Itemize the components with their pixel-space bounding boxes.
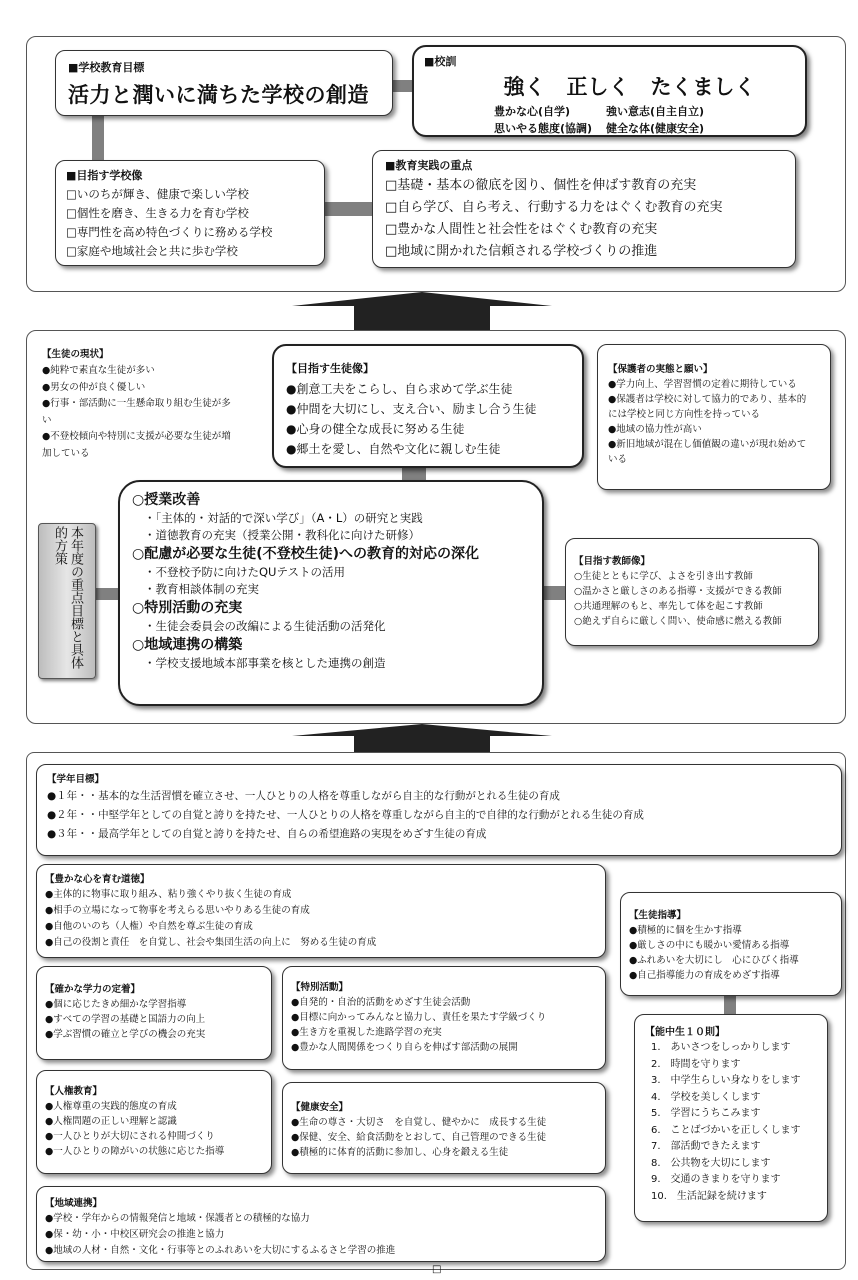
- guidance-box: [620, 892, 842, 996]
- health-heading: 【健康安全】: [291, 1102, 349, 1113]
- focus-sub: ・道徳教育の充実（授業公開・教科化に向けた研修）: [144, 528, 420, 542]
- community-list: [45, 1211, 597, 1259]
- ideal-school-box: [55, 160, 325, 266]
- grade-goal-item: ●２年・・中堅学年としての自覚と誇りを持たせ、一人ひとりの人格を尊重しながら自主的で自律的な行動がとれる生徒の育成: [47, 809, 644, 821]
- ideal-school-list: [66, 185, 314, 261]
- guardian-line: ●学力向上、学習習慣の定着に期待している: [608, 379, 797, 390]
- ideal-teacher-list: [574, 569, 810, 629]
- grade-goal-item: ●１年・・基本的な生活習慣を確立させ、一人ひとりの人格を尊重しながら自主的な行動がとれる生徒の育成: [47, 790, 560, 802]
- ideal-student-item: ●仲間を大切にし、支え合い、励まし合う生徒: [286, 402, 537, 416]
- practice-item: □基礎・基本の徹底を図り、個性を伸ばす教育の充実: [385, 178, 697, 193]
- ideal-student-item: ●心身の健全な成長に努める生徒: [286, 422, 465, 436]
- guidance-item: ●厳しさの中にも暖かい愛情ある指導: [629, 940, 790, 951]
- student-status-line: い: [42, 414, 52, 426]
- academic-item: ●学ぶ習慣の確立と学びの機会の充実: [45, 1029, 206, 1040]
- guardian-line: いる: [608, 454, 628, 465]
- motto-sub-1a: 豊かな心(自学): [494, 105, 571, 118]
- ten-rule-item: 4. 学校を美しくします: [651, 1091, 761, 1103]
- guardian-line: ●新旧地域が混在し価値観の違いが現れ始めて: [608, 439, 807, 450]
- special-list: [291, 995, 597, 1055]
- grade-goal-item: ●３年・・最高学年としての自覚と誇りを持たせ、自らの希望進路の実現をめざす生徒の育成: [47, 828, 487, 840]
- guardian-line: ●地域の協力性が高い: [608, 424, 702, 435]
- moral-item: ●主体的に物事に取り組み、粘り強くやり抜く生徒の育成: [45, 889, 292, 900]
- health-list: [291, 1115, 597, 1160]
- ideal-student-box: [272, 344, 584, 468]
- ten-rule-item: 8. 公共物を大切にします: [651, 1157, 771, 1169]
- up-arrow-2: [292, 724, 552, 754]
- community-heading: 【地域連携】: [45, 1198, 103, 1209]
- focus-sub: ・不登校予防に向けたQUテストの活用: [144, 565, 346, 579]
- guardian-line: には学校と同じ方向性を持っている: [608, 409, 761, 420]
- student-status-line: ●行事・部活動に一生懸命取り組む生徒が多: [42, 398, 231, 409]
- ideal-school-item: □個性を磨き、生きる力を育む学校: [66, 206, 249, 220]
- focus-title: ○地域連携の構築: [132, 637, 243, 653]
- connector-label-focus: [96, 588, 118, 600]
- ideal-teacher-box: [565, 538, 819, 646]
- moral-item: ●自己の役割と責任 を自覚し、社会や集団生活の向上に 努める生徒の育成: [45, 937, 377, 948]
- focus-title: ○特別活動の充実: [132, 600, 243, 616]
- human-rights-heading: 【人権教育】: [45, 1086, 103, 1097]
- ideal-school-item: □いのちが輝き、健康で楽しい学校: [66, 187, 249, 201]
- health-item: ●生命の尊さ・大切さ を自覚し、健やかに 成長する生徒: [291, 1117, 547, 1128]
- focus-sub: ・生徒会委員会の改編による生徒活動の活発化: [144, 619, 386, 633]
- health-item: ●保健、安全、給食活動をとおして、自己管理のできる生徒: [291, 1132, 547, 1143]
- ten-rule-item: 3. 中学生らしい身なりをします: [651, 1075, 801, 1086]
- focus-item-2: [132, 544, 530, 598]
- ideal-student-item: ●創意工夫をこらし、自ら求めて学ぶ生徒: [286, 382, 513, 396]
- special-item: ●生き方を重視した進路学習の充実: [291, 1027, 442, 1038]
- guardian-heading: 【保護者の実態と願い】: [608, 364, 713, 375]
- moral-heading: 【豊かな心を育む道徳】: [45, 874, 150, 885]
- student-status-line: ●純粋で素直な生徒が多い: [42, 365, 155, 376]
- student-status-line: ●男女の仲が良く優しい: [42, 381, 146, 393]
- moral-item: ●自他のいのち（人権）や自然を尊ぶ生徒の育成: [45, 921, 253, 932]
- student-status-list: [42, 363, 272, 462]
- human-rights-box: [36, 1070, 272, 1174]
- connector-goal-ideal: [92, 115, 104, 161]
- special-item: ●豊かな人間関係をつくり自らを伸ばす部活動の展開: [291, 1042, 518, 1053]
- student-status-box: [42, 346, 272, 464]
- up-arrow-1: [292, 292, 552, 330]
- motto-heading: ■校訓: [424, 55, 457, 68]
- grade-goals-box: [36, 764, 842, 856]
- academic-list: [45, 997, 263, 1042]
- practice-item: □自ら学び、自ら考え、行動する力をはぐくむ教育の充実: [385, 200, 723, 215]
- school-goal-box: [55, 50, 393, 116]
- ideal-teacher-item: ○温かさと厳しさのある指導・支援ができる教師: [574, 586, 782, 597]
- guardian-line: ●保護者は学校に対して協力的であり、基本的: [608, 394, 807, 405]
- health-box: [282, 1082, 606, 1174]
- practice-item: □豊かな人間性と社会性をはぐくむ教育の充実: [385, 222, 658, 237]
- motto-sub-2a: 思いやる態度(協調): [494, 122, 593, 135]
- focus-side-label: [38, 523, 96, 679]
- special-item: ●目標に向かってみんなと協力し、責任を果たす学級づくり: [291, 1012, 547, 1023]
- ten-rule-item: 5. 学習にうちこみます: [651, 1108, 761, 1119]
- human-rights-item: ●一人ひとりの障がいの状態に応じた指導: [45, 1146, 225, 1157]
- guidance-list: [629, 923, 833, 983]
- student-status-heading: 【生徒の現状】: [42, 349, 109, 360]
- focus-sub: ・学校支援地域本部事業を核とした連携の創造: [144, 656, 386, 670]
- guardian-list: [608, 377, 820, 467]
- community-item: ●保・幼・小・中校区研究会の推進と協力: [45, 1229, 225, 1240]
- ten-rule-item: 1. あいさつをしっかりします: [651, 1042, 791, 1053]
- guidance-item: ●自己指導能力の育成をめざす指導: [629, 970, 780, 981]
- practice-heading: ■教育実践の重点: [385, 159, 473, 172]
- academic-box: [36, 966, 272, 1060]
- health-item: ●積極的に体育的活動に参加し、心身を鍛える生徒: [291, 1147, 509, 1158]
- focus-title: ○授業改善: [132, 492, 201, 508]
- ten-rule-item: 9. 交通のきまりを守ります: [651, 1174, 781, 1185]
- motto-main: 強く 正しく たくましく: [503, 75, 756, 99]
- human-rights-item: ●人権尊重の実践的態度の育成: [45, 1101, 177, 1112]
- human-rights-list: [45, 1099, 263, 1159]
- focus-box: [118, 480, 544, 706]
- ten-rules-heading: 【能中生１０則】: [645, 1027, 725, 1038]
- focus-title: ○配慮が必要な生徒(不登校生徒)への教育的対応の深化: [132, 546, 480, 562]
- guidance-item: ●積極的に個を生かす指導: [629, 925, 742, 936]
- ten-rule-item: 7. 部活動できたえます: [651, 1141, 761, 1152]
- special-item: ●自発的・自治的活動をめざす生徒会活動: [291, 997, 471, 1008]
- motto-sub-2b: 健全な体(健康安全): [606, 122, 705, 135]
- practice-list: [385, 175, 783, 263]
- school-goal-heading: ■学校教育目標: [68, 61, 145, 74]
- connector-ideal-practice: [322, 202, 372, 216]
- moral-box: [36, 864, 606, 958]
- focus-item-4: [132, 635, 530, 672]
- page-mark: □: [432, 1264, 442, 1275]
- practice-box: [372, 150, 796, 268]
- connector-guidance-rules: [724, 996, 736, 1014]
- ideal-student-item: ●郷土を愛し、自然や文化に親しむ生徒: [286, 442, 501, 456]
- ideal-teacher-item: ○共通理解のもと、率先して体を起こす教師: [574, 601, 763, 612]
- ideal-teacher-item: ○生徒とともに学び、よさを引き出す教師: [574, 571, 753, 582]
- motto-sub: [494, 103, 704, 137]
- special-box: [282, 966, 606, 1070]
- focus-item-1: [132, 490, 530, 544]
- grade-goals-heading: 【学年目標】: [47, 774, 105, 785]
- human-rights-item: ●人権問題の正しい理解と認識: [45, 1116, 177, 1127]
- guidance-item: ●ふれあいを大切にし 心にひびく指導: [629, 955, 799, 966]
- ideal-teacher-item: ○絶えず自らに厳しく問い、使命感に燃える教師: [574, 616, 782, 627]
- focus-side-label-text: 本年度の重点目標と具体的方策: [52, 526, 83, 669]
- moral-list: [45, 887, 597, 951]
- community-item: ●学校・学年からの情報発信と地域・保護者との積極的な協力: [45, 1213, 310, 1224]
- academic-heading: 【確かな学力の定着】: [45, 984, 141, 995]
- focus-sub: ・教育相談体制の充実: [144, 582, 259, 596]
- ideal-school-item: □専門性を高め特色づくりに務める学校: [66, 225, 273, 239]
- connector-focus-teacher: [542, 586, 566, 600]
- academic-item: ●すべての学習の基礎と国語力の向上: [45, 1014, 206, 1025]
- school-goal-title: 活力と潤いに満ちた学校の創造: [68, 83, 369, 107]
- practice-item: □地域に開かれた信頼される学校づくりの推進: [385, 244, 658, 259]
- ten-rule-item: 6. ことばづかいを正しくします: [651, 1124, 801, 1136]
- community-box: [36, 1186, 606, 1262]
- guardian-box: [597, 344, 831, 490]
- guidance-heading: 【生徒指導】: [629, 910, 687, 921]
- ideal-student-list: [286, 379, 570, 459]
- ideal-school-heading: ■目指す学校像: [66, 169, 143, 182]
- moral-item: ●相手の立場になって物事を考えらる思いやりある生徒の育成: [45, 905, 310, 916]
- grade-goals-list: [47, 787, 831, 844]
- focus-sub: ・「主体的・対話的で深い学び」（A・L）の研究と実践: [144, 511, 423, 525]
- community-item: ●地域の人材・自然・文化・行事等とのふれあいを大切にするふるさと学習の推進: [45, 1245, 396, 1256]
- ten-rule-item: 2. 時間を守ります: [651, 1058, 741, 1070]
- special-heading: 【特別活動】: [291, 982, 349, 993]
- ten-rule-item: 10. 生活記録を続けます: [651, 1190, 767, 1202]
- motto-sub-1b: 強い意志(自主自立): [606, 105, 705, 118]
- ideal-student-heading: 【目指す生徒像】: [286, 362, 374, 375]
- academic-item: ●個に応じたきめ細かな学習指導: [45, 999, 187, 1010]
- ideal-school-item: □家庭や地域社会と共に歩む学校: [66, 244, 238, 258]
- ideal-teacher-heading: 【目指す教師像】: [574, 556, 651, 567]
- ten-rules-box: [634, 1014, 828, 1222]
- student-status-line: ●不登校傾向や特別に支援が必要な生徒が増: [42, 431, 231, 442]
- school-motto-box: [412, 45, 807, 137]
- human-rights-item: ●一人ひとりが大切にされる仲間づくり: [45, 1131, 215, 1142]
- focus-item-3: [132, 598, 530, 635]
- student-status-line: 加している: [42, 447, 90, 459]
- ten-rules-list: [645, 1040, 817, 1205]
